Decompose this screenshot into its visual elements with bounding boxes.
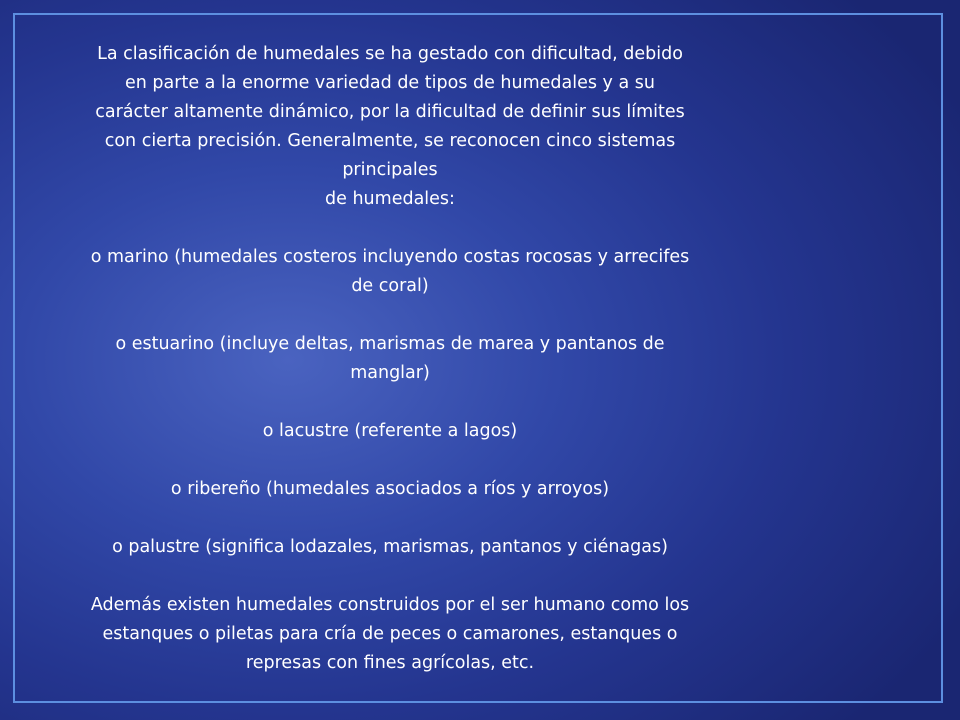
system-estuarino-line: manglar): [350, 363, 430, 383]
system-palustre-line: o palustre (significa lodazales, marismas, pantanos y ciénagas): [112, 537, 668, 557]
spacer: [40, 562, 740, 591]
intro-text-line: carácter altamente dinámico, por la dificultad de definir sus límites: [95, 102, 685, 122]
spacer: [40, 214, 740, 243]
system-marino-line: o marino (humedales costeros incluyendo costas rocosas y arrecifes: [90, 247, 690, 267]
outro-text-line: represas con fines agrícolas, etc.: [245, 653, 535, 673]
intro-text-line: principales: [342, 160, 438, 180]
intro-text-line: La clasificación de humedales se ha gestado con dificultad, debido: [97, 44, 683, 64]
outro-text-line: estanques o piletas para cría de peces o camarones, estanques o: [102, 624, 678, 644]
system-ribereno-line: o ribereño (humedales asociados a ríos y arroyos): [170, 479, 610, 499]
system-marino-line: de coral): [351, 276, 429, 296]
spacer: [40, 446, 740, 475]
intro-text-line: de humedales:: [325, 189, 455, 209]
spacer: [40, 388, 740, 417]
spacer: [40, 301, 740, 330]
outro-text-line: Además existen humedales construidos por el ser humano como los: [90, 595, 690, 615]
intro-text-line: en parte a la enorme variedad de tipos de humedales y a su: [125, 73, 655, 93]
intro-text-line: con cierta precisión. Generalmente, se reconocen cinco sistemas: [104, 131, 676, 151]
system-estuarino-line: o estuarino (incluye deltas, marismas de marea y pantanos de: [115, 334, 665, 354]
slide-text-body: [40, 40, 740, 678]
spacer: [40, 504, 740, 533]
system-lacustre-line: o lacustre (referente a lagos): [262, 421, 518, 441]
